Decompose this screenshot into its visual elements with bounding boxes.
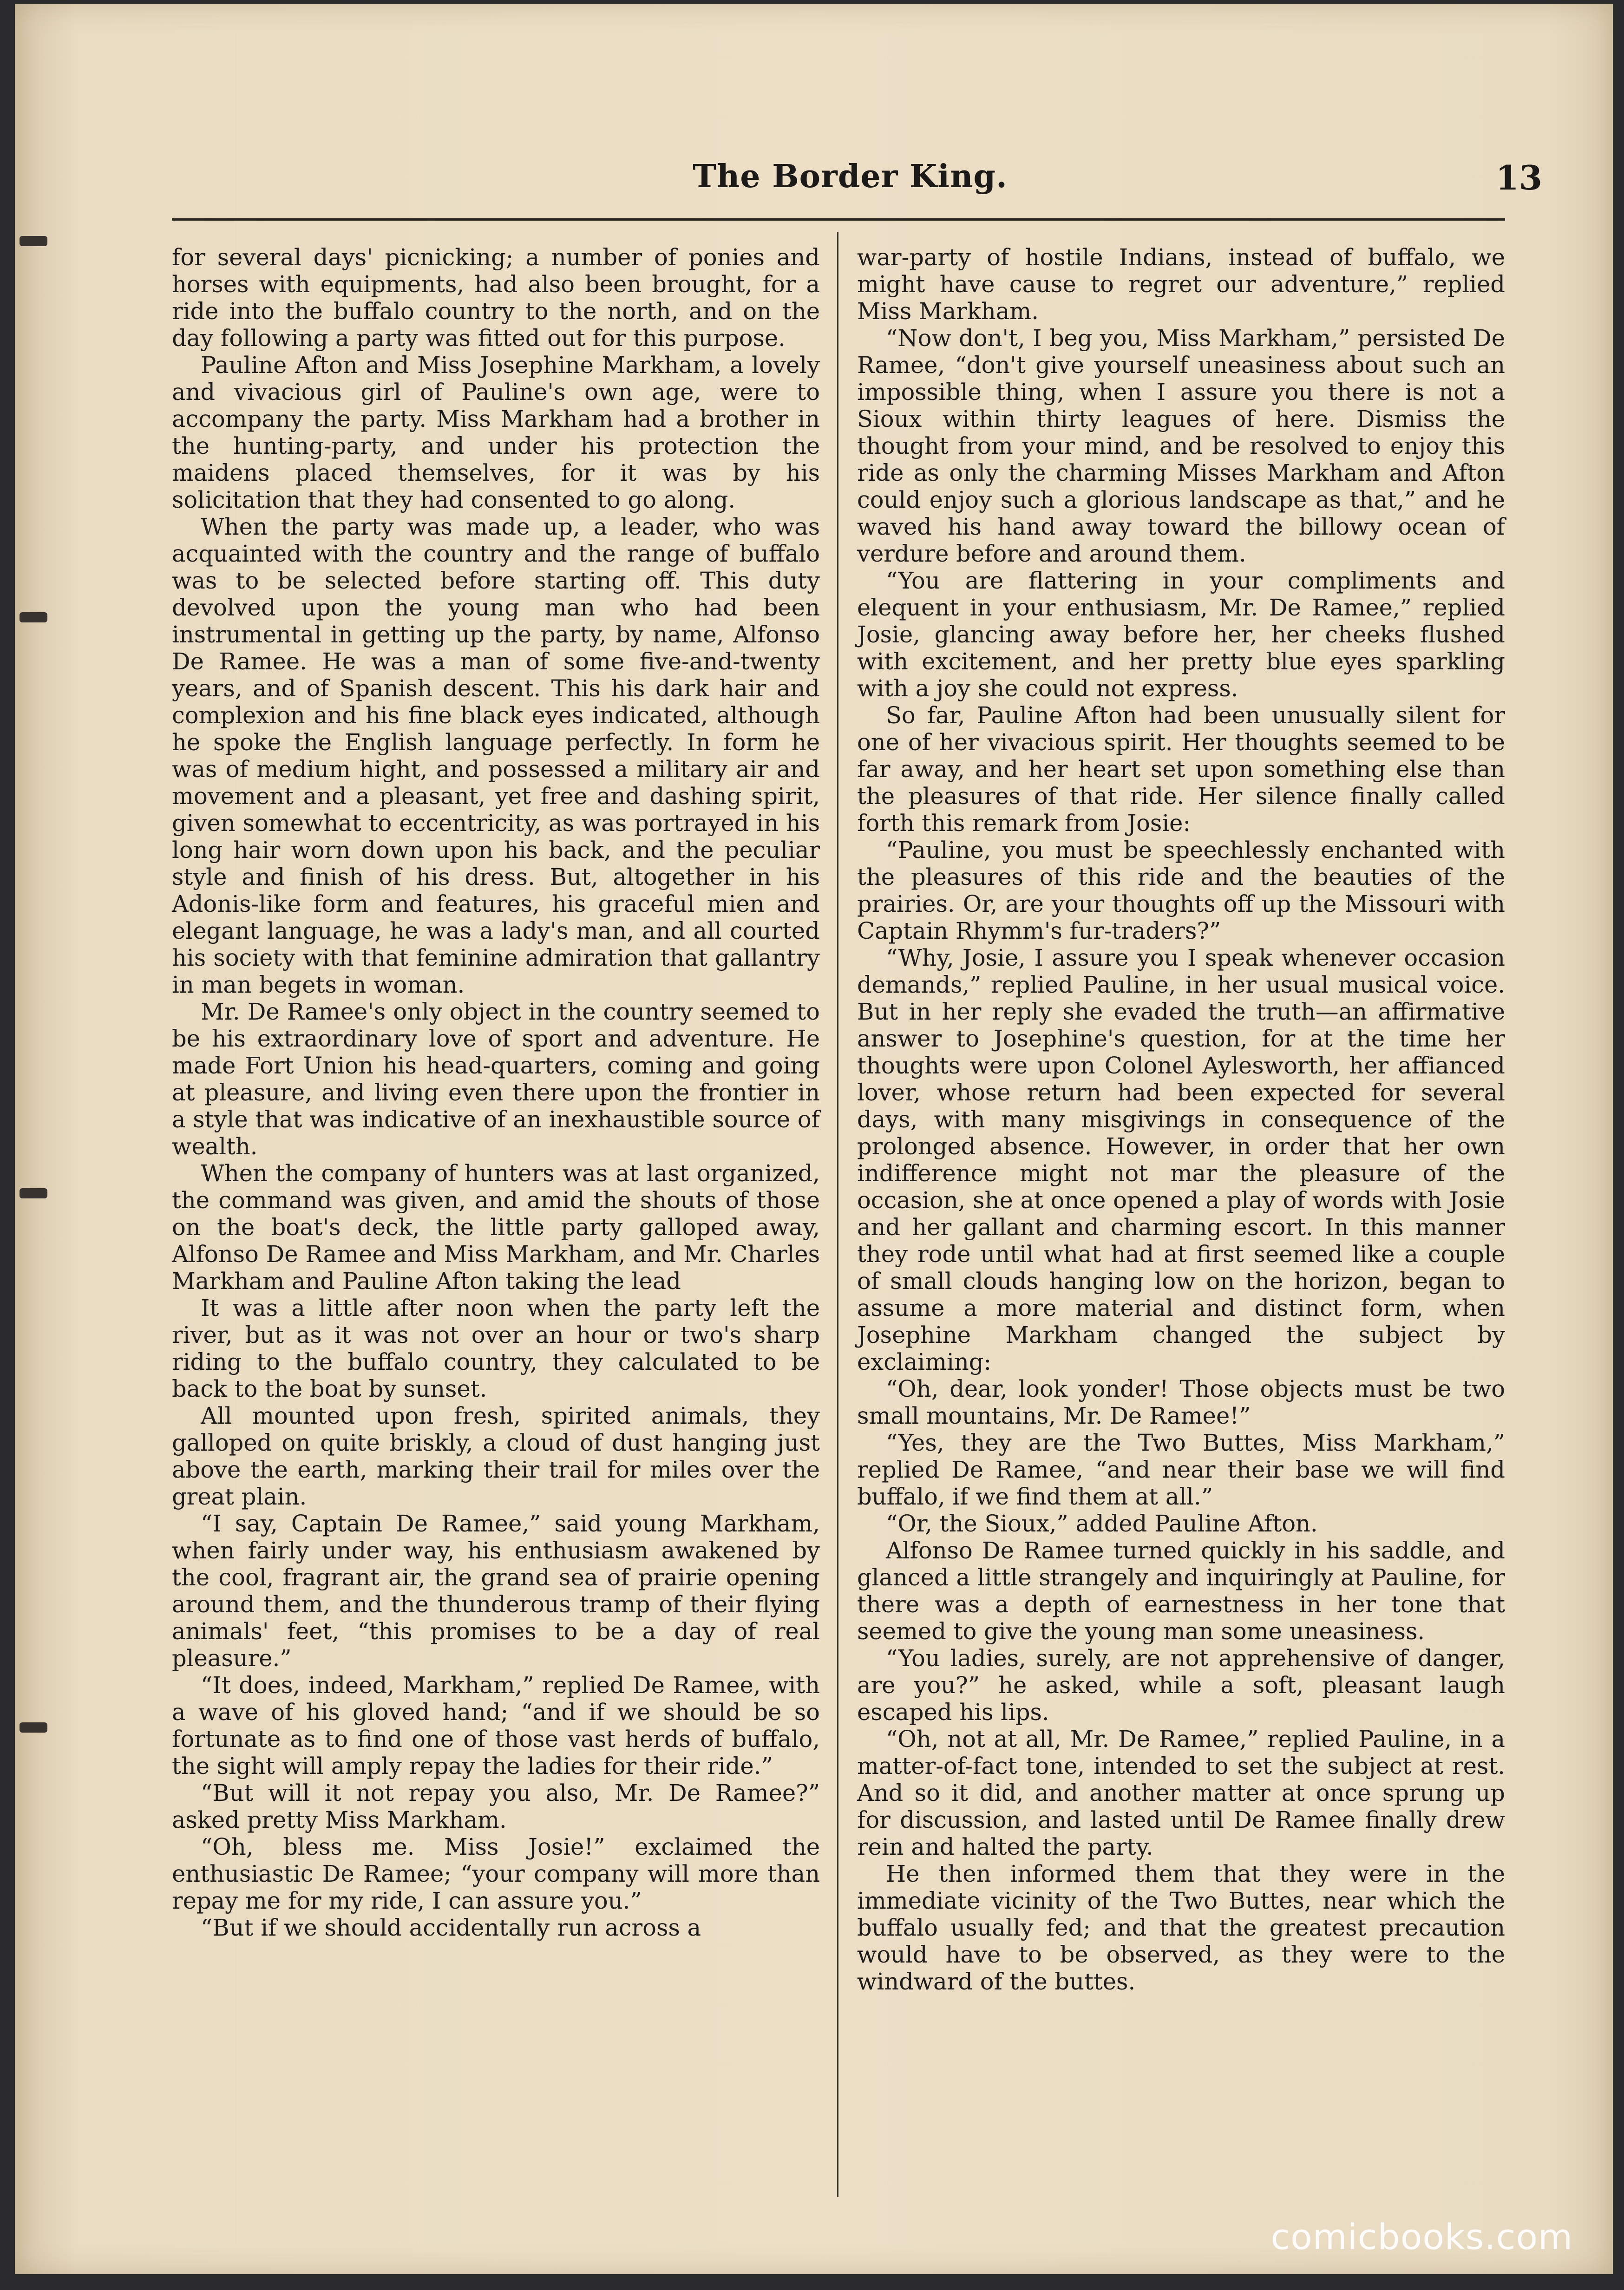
page-header — [177, 158, 1542, 214]
paragraph: All mounted upon fresh, spirited animals, they galloped on quite briskly, a cloud of dust hanging just above the earth, marking their trail for miles over the great plain. — [172, 1402, 820, 1510]
paragraph: “Oh, dear, look yonder! Those objects must be two small mountains, Mr. De Ramee!” — [857, 1375, 1505, 1429]
paragraph: “Oh, not at all, Mr. De Ramee,” replied Pauline, in a matter-of-fact tone, intended to set the subject at rest. And so it did, and another matter at once sprung up for discussion, and lasted until De Ramee finally drew rein and halted the party. — [857, 1726, 1505, 1860]
paragraph: When the company of hunters was at last organized, the command was given, and amid the shouts of those on the boat's deck, the little party galloped away, Alfonso De Ramee and Miss Markham, and Mr. Charles Markham and Pauline Afton taking the lead — [172, 1160, 820, 1295]
paragraph: Alfonso De Ramee turned quickly in his saddle, and glanced a little strangely and inquiringly at Pauline, for there was a depth of earnestness in her tone that seemed to give the young man some uneasiness. — [857, 1537, 1505, 1645]
paragraph: for several days' picnicking; a number of ponies and horses with equipments, had also been brought, for a ride into the buffalo country to the north, and on the day following a party was fitted out for this purpose. — [172, 244, 820, 352]
running-title: The Border King. — [693, 158, 1008, 195]
binding-staple — [20, 612, 47, 622]
header-rule — [172, 218, 1505, 221]
paragraph: “Or, the Sioux,” added Pauline Afton. — [886, 1510, 1318, 1537]
paragraph: “Why, Josie, I assure you I speak whenever occasion demands,” replied Pauline, in her usual musical voice. But in her reply she evaded the truth—an affirmative answer to Josephine's question, for at the time her thoughts were upon Colonel Aylesworth, her affianced lover, whose return had been expected for several days, with many misgivings in consequence of the prolonged absence. However, in order that her own indifference might not mar the pleasure of the occasion, she at once opened a play of words with Josie and her gallant and charming escort. In this manner they rode until what had at first seemed like a couple of small clouds hanging low on the horizon, began to assume a more material and distinct form, when Josephine Markham changed the subject by exclaiming: — [857, 944, 1505, 1375]
watermark: comicbooks.com — [1270, 2216, 1573, 2257]
paragraph: “I say, Captain De Ramee,” said young Markham, when fairly under way, his enthusiasm awakened by the cool, fragrant air, the grand sea of prairie opening around them, and the thunderous tramp of their flying animals' feet, “this promises to be a day of real pleasure.” — [172, 1510, 820, 1672]
binding-staple — [20, 1722, 47, 1733]
paragraph: “Now don't, I beg you, Miss Markham,” persisted De Ramee, “don't give yourself uneasiness about such an impossible thing, when I assure you there is not a Sioux within thirty leagues of here. Dismiss the thought from your mind, and be resolved to enjoy this ride as only the charming Misses Markham and Afton could enjoy such a glorious landscape as that,” and he waved his hand away toward the billowy ocean of verdure before and around them. — [857, 325, 1505, 567]
paragraph: “You are flattering in your compliments and elequent in your enthusiasm, Mr. De Ramee,” replied Josie, glancing away before her, her cheeks flushed with excitement, and her pretty blue eyes sparkling with a joy she could not express. — [857, 567, 1505, 702]
paragraph: Pauline Afton and Miss Josephine Markham, a lovely and vivacious girl of Pauline's own age, were to accompany the party. Miss Markham had a brother in the hunting-party, and under his protection the maidens placed themselves, for it was by his solicitation that they had consented to go along. — [172, 352, 820, 513]
paragraph: “But will it not repay you also, Mr. De Ramee?” asked pretty Miss Markham. — [172, 1780, 820, 1833]
paragraph: “Pauline, you must be speechlessly enchanted with the pleasures of this ride and the beauties of the prairies. Or, are your thoughts off up the Missouri with Captain Rhymm's fur-traders?” — [857, 837, 1505, 944]
column-divider — [837, 232, 838, 2197]
paragraph: Mr. De Ramee's only object in the country seemed to be his extraordinary love of sport and adventure. He made Fort Union his head-quarters, coming and going at pleasure, and living even there upon the frontier in a style that was indicative of an inexhaustible source of wealth. — [172, 998, 820, 1160]
paragraph: So far, Pauline Afton had been unusually silent for one of her vivacious spirit. Her thoughts seemed to be far away, and her heart set upon something else than the pleasures of that ride. Her silence finally called forth this remark from Josie: — [857, 702, 1505, 837]
page-number: 13 — [1495, 158, 1542, 197]
paragraph: It was a little after noon when the party left the river, but as it was not over an hour or two's sharp riding to the buffalo country, they calculated to be back to the boat by sunset. — [172, 1295, 820, 1402]
left-column — [172, 244, 820, 1941]
paragraph: war-party of hostile Indians, instead of buffalo, we might have cause to regret our adventure,” replied Miss Markham. — [857, 244, 1505, 325]
paragraph: He then informed them that they were in the immediate vicinity of the Two Buttes, near which the buffalo usually fed; and that the greatest precaution would have to be observed, as they were to the windward of the buttes. — [857, 1860, 1505, 1995]
paragraph: “Oh, bless me. Miss Josie!” exclaimed the enthusiastic De Ramee; “your company will more than repay me for my ride, I can assure you.” — [172, 1833, 820, 1914]
paragraph: “But if we should accidentally run across a — [201, 1914, 701, 1941]
paragraph: When the party was made up, a leader, who was acquainted with the country and the range of buffalo was to be selected before starting off. This duty devolved upon the young man who had been instrumental in getting up the party, by name, Alfonso De Ramee. He was a man of some five-and-twenty years, and of Spanish descent. This his dark hair and complexion and his fine black eyes indicated, although he spoke the English language perfectly. In form he was of medium hight, and possessed a military air and movement and a pleasant, yet free and dashing spirit, given somewhat to eccentricity, as was portrayed in his long hair worn down upon his back, and the peculiar style and finish of his dress. But, altogether in his Adonis-like form and features, his graceful mien and elegant language, he was a lady's man, and all courted his society with that feminine admiration that gallantry in man begets in woman. — [172, 513, 820, 998]
paragraph: “Yes, they are the Two Buttes, Miss Markham,” replied De Ramee, “and near their base we will find buffalo, if we find them at all.” — [857, 1429, 1505, 1510]
binding-staple — [20, 1188, 47, 1198]
right-column — [857, 244, 1505, 1995]
paragraph: “You ladies, surely, are not apprehensive of danger, are you?” he asked, while a soft, pleasant laugh escaped his lips. — [857, 1645, 1505, 1726]
paragraph: “It does, indeed, Markham,” replied De Ramee, with a wave of his gloved hand; “and if we should be so fortunate as to find one of those vast herds of buffalo, the sight will amply repay the ladies for their ride.” — [172, 1672, 820, 1780]
binding-staple — [20, 236, 47, 246]
